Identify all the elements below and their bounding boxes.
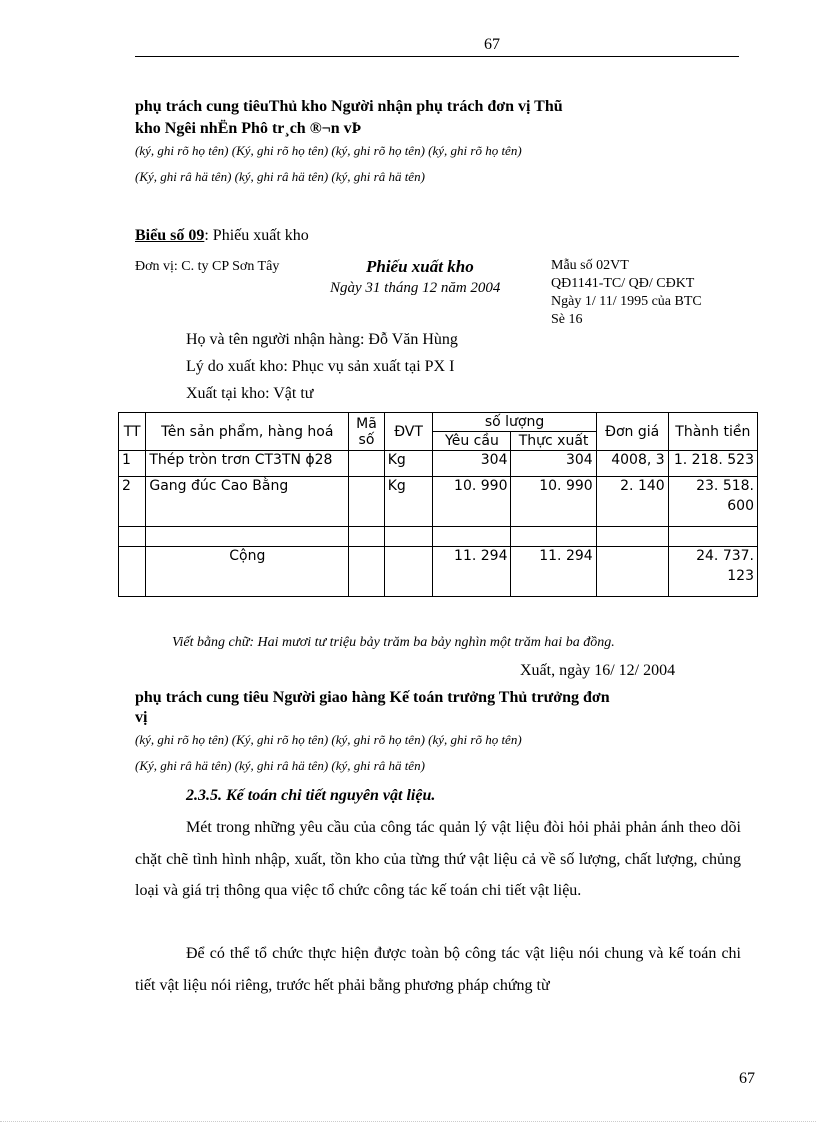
table-header-row: [119, 413, 758, 432]
cell-tt: 2: [119, 477, 146, 527]
col-header-code-2: số: [358, 431, 375, 448]
voucher-table: [118, 412, 758, 597]
cell-code: [349, 477, 385, 527]
cell-qty-requested: 304: [433, 451, 511, 477]
table-row: [119, 451, 758, 477]
col-header-amount: Thành tiền: [668, 413, 757, 451]
paragraph: [135, 812, 741, 907]
issuing-unit: Đơn vị: C. ty CP Sơn Tây: [135, 259, 280, 274]
col-header-name: Tên sản phẩm, hàng hoá: [146, 413, 349, 451]
col-header-code: [349, 413, 385, 451]
col-header-price: Đơn giá: [596, 413, 668, 451]
cell-price: 2. 140: [596, 477, 668, 527]
template-line: Sè 16: [551, 312, 583, 327]
col-header-qty-issued: Thực xuất: [511, 432, 596, 451]
cell-name: Gang đúc Cao Bằng: [146, 477, 349, 527]
total-label: Cộng: [146, 547, 349, 597]
table-row-empty: [119, 527, 758, 547]
signature-heading-line-1: phụ trách cung tiêuThủ kho Người nhận phụ trách đơn vị Thũ: [135, 98, 563, 115]
signature-heading-line-1: phụ trách cung tiêu Người giao hàng Kế toán trưởng Thủ trưởng đơn: [135, 689, 610, 706]
cell-tt: 1: [119, 451, 146, 477]
cell-qty-issued: 10. 990: [511, 477, 596, 527]
cell-code: [349, 451, 385, 477]
cell-unit: Kg: [384, 477, 433, 527]
warehouse: Xuất tại kho: Vật tư: [186, 385, 314, 402]
total-qty-issued: 11. 294: [511, 547, 596, 597]
cell-price: 4008, 3: [596, 451, 668, 477]
voucher-title: Phiếu xuất kho: [366, 257, 474, 276]
receiver-name: Họ và tên người nhận hàng: Đỗ Văn Hùng: [186, 331, 458, 348]
section-title: 2.3.5. Kế toán chi tiết nguyên vật liệu.: [186, 787, 436, 804]
signature-note-line-1: (ký, ghi rõ họ tên) (Ký, ghi rõ họ tên) (ký, ghi rõ họ tên) (ký, ghi rõ họ tên): [135, 732, 522, 747]
template-line: Ngày 1/ 11/ 1995 của BTC: [551, 294, 702, 309]
amount-in-words: Viết bằng chữ: Hai mươi tư triệu bảy trăm ba bảy nghìn một trăm hai ba đồng.: [172, 635, 615, 650]
issue-reason: Lý do xuất kho: Phục vụ sản xuất tại PX I: [186, 358, 455, 375]
cell-name: Thép tròn trơn CT3TN ϕ28: [146, 451, 349, 477]
form-label-rest: : Phiếu xuất kho: [204, 227, 309, 244]
page-number-bottom: 67: [739, 1070, 755, 1087]
cell-amount-line-1: 1. 218. 523: [673, 452, 754, 468]
total-amount: [668, 547, 757, 597]
signature-note-line-1: (ký, ghi rõ họ tên) (Ký, ghi rõ họ tên) (ký, ghi rõ họ tên) (ký, ghi rõ họ tên): [135, 143, 522, 158]
header-rule: [135, 56, 739, 57]
table-total-row: [119, 547, 758, 597]
page-edge-dots: [0, 1121, 816, 1122]
paragraph: [135, 938, 741, 1001]
col-header-code-1: Mã: [356, 415, 377, 432]
cell-unit: Kg: [384, 451, 433, 477]
cell-amount: [668, 477, 757, 527]
cell-amount: [668, 451, 757, 477]
total-amount-line-1: 24. 737.: [696, 548, 754, 564]
template-reference: [551, 257, 702, 329]
signature-note-line-2: (Ký, ghi râ hä tên) (ký, ghi râ hä tên) (ký, ghi râ hä tên): [135, 169, 425, 184]
paragraph-text: Để có thể tổ chức thực hiện được toàn bộ công tác vật liệu nói chung và kế toán chi tiết vật liệu nói riêng, trước hết phải bằng phương pháp chứng từ: [135, 945, 741, 994]
total-qty-requested: 11. 294: [433, 547, 511, 597]
table-row: [119, 477, 758, 527]
paragraph-text: Mét trong những yêu cầu của công tác quản lý vật liệu đòi hỏi phải phản ánh theo dõi chặt chẽ tình hình nhập, xuất, tồn kho của từng thứ vật liệu cả về số lượng, chất lượng, chủng loại và giá trị thông qua việc tổ chức công tác kế toán chi tiết vật liệu.: [135, 819, 741, 899]
col-header-qty: số lượng: [433, 413, 596, 432]
cell-qty-requested: 10. 990: [433, 477, 511, 527]
template-line: Mẫu số 02VT: [551, 258, 629, 273]
form-label-number: Biểu số 09: [135, 227, 205, 244]
page-number-top: 67: [484, 36, 500, 53]
cell-amount-line-1: 23. 518.: [696, 478, 754, 494]
issue-date: Xuất, ngày 16/ 12/ 2004: [520, 662, 676, 679]
cell-amount-line-2: 600: [727, 498, 754, 514]
col-header-qty-requested: Yêu cầu: [433, 432, 511, 451]
col-header-tt: TT: [119, 413, 146, 451]
cell-qty-issued: 304: [511, 451, 596, 477]
col-header-unit: ĐVT: [384, 413, 433, 451]
voucher-date: Ngày 31 tháng 12 năm 2004: [330, 280, 501, 296]
signature-heading-line-2: kho Ngêi nhËn Phô tr¸ch ®¬n vÞ: [135, 120, 362, 137]
signature-note-line-2: (Ký, ghi râ hä tên) (ký, ghi râ hä tên) (ký, ghi râ hä tên): [135, 758, 425, 773]
signature-heading-line-2: vị: [135, 709, 148, 726]
total-amount-line-2: 123: [727, 568, 754, 584]
template-line: QĐ1141-TC/ QĐ/ CĐKT: [551, 276, 695, 291]
form-label: [135, 227, 309, 245]
